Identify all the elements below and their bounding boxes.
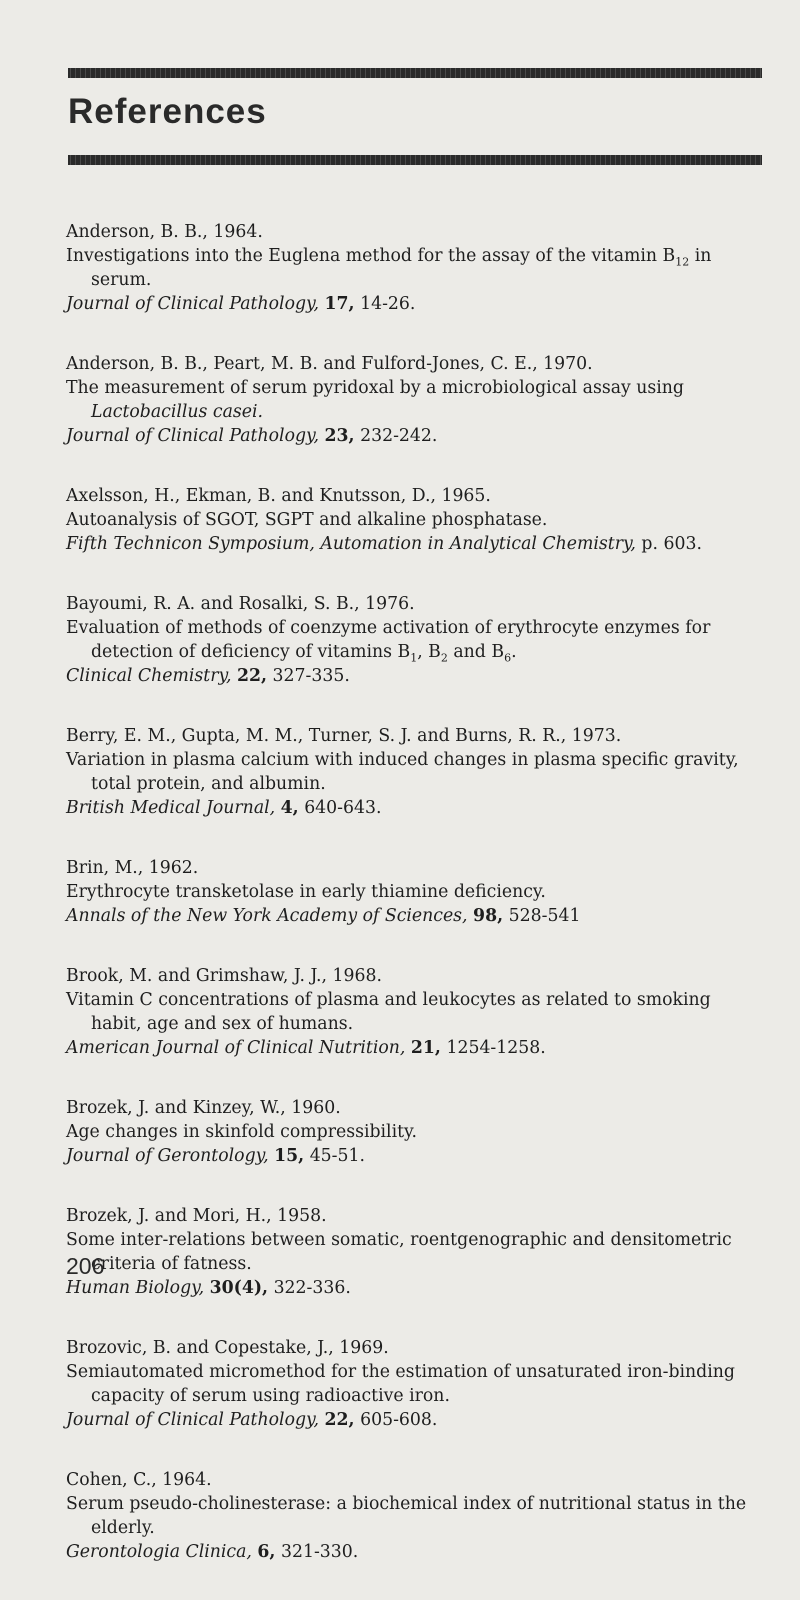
reference-volume: 98,: [473, 906, 504, 926]
reference-source: [66, 1276, 766, 1300]
reference-authors: Bayoumi, R. A. and Rosalki, S. B., 1976.: [66, 594, 415, 614]
reference-volume: 22,: [324, 1410, 355, 1430]
reference-authors: Brin, M., 1962.: [66, 858, 199, 878]
reference-journal: Journal of Gerontology,: [66, 1146, 269, 1166]
reference-pages: 640-643.: [304, 798, 382, 818]
reference-authors: Anderson, B. B., Peart, M. B. and Fulford-Jones, C. E., 1970.: [66, 354, 593, 374]
reference-pages: 605-608.: [360, 1410, 438, 1430]
reference-pages: 45-51.: [309, 1146, 365, 1166]
reference-authors: Brozek, J. and Kinzey, W., 1960.: [66, 1098, 341, 1118]
reference-authors: Brozovic, B. and Copestake, J., 1969.: [66, 1338, 389, 1358]
reference-entry: [66, 1204, 766, 1300]
reference-journal: American Journal of Clinical Nutrition,: [66, 1038, 406, 1058]
reference-title: Autoanalysis of SGOT, SGPT and alkaline phosphatase.: [66, 510, 548, 530]
reference-title: Serum pseudo-cholinesterase: a biochemical index of nutritional status in the elderly.: [66, 1494, 747, 1538]
top-decorative-rule: [68, 68, 762, 78]
reference-pages: 232-242.: [360, 426, 438, 446]
reference-source: [66, 796, 766, 820]
reference-entry: [66, 724, 766, 820]
reference-journal: Journal of Clinical Pathology,: [66, 294, 319, 314]
reference-journal: Clinical Chemistry,: [66, 666, 232, 686]
reference-authors: Brook, M. and Grimshaw, J. J., 1968.: [66, 966, 383, 986]
reference-journal: Journal of Clinical Pathology,: [66, 426, 319, 446]
page-number: 206: [66, 1253, 105, 1279]
reference-source: [66, 1408, 766, 1432]
reference-authors: Anderson, B. B., 1964.: [66, 222, 263, 242]
reference-title: Variation in plasma calcium with induced changes in plasma specific gravity, total protein, and albumin.: [66, 750, 739, 794]
reference-entry: [66, 484, 766, 556]
reference-title: The measurement of serum pyridoxal by a microbiological assay using Lactobacillus casei.: [66, 378, 684, 422]
reference-title: Some inter-relations between somatic, roentgenographic and densitometric criteria of fatness.: [66, 1230, 732, 1274]
reference-journal: Journal of Clinical Pathology,: [66, 1410, 319, 1430]
reference-title: Erythrocyte transketolase in early thiamine deficiency.: [66, 882, 546, 902]
reference-volume: 15,: [274, 1146, 305, 1166]
reference-journal: Fifth Technicon Symposium, Automation in Analytical Chemistry,: [66, 534, 636, 554]
reference-source: [66, 1540, 766, 1564]
reference-pages: p. 603.: [641, 534, 702, 554]
reference-volume: 30(4),: [209, 1278, 269, 1298]
reference-authors: Brozek, J. and Mori, H., 1958.: [66, 1206, 327, 1226]
reference-authors: Cohen, C., 1964.: [66, 1470, 212, 1490]
reference-entry: [66, 964, 766, 1060]
reference-entry: [66, 1468, 766, 1564]
reference-pages: 327-335.: [272, 666, 350, 686]
reference-authors: Axelsson, H., Ekman, B. and Knutsson, D., 1965.: [66, 486, 491, 506]
reference-entry: [66, 220, 766, 316]
reference-title: Investigations into the Euglena method for the assay of the vitamin $B_{12}$ in serum.: [66, 246, 712, 290]
reference-journal: Gerontologia Clinica,: [66, 1542, 252, 1562]
reference-pages: 14-26.: [360, 294, 416, 314]
reference-entry: [66, 1336, 766, 1432]
reference-volume: 17,: [324, 294, 355, 314]
reference-source: [66, 1144, 766, 1168]
reference-source: [66, 424, 766, 448]
reference-volume: 4,: [280, 798, 299, 818]
reference-journal: British Medical Journal,: [66, 798, 276, 818]
bottom-decorative-rule: [68, 155, 762, 165]
reference-authors: Berry, E. M., Gupta, M. M., Turner, S. J. and Burns, R. R., 1973.: [66, 726, 622, 746]
reference-title: Age changes in skinfold compressibility.: [66, 1122, 418, 1142]
reference-list: [66, 220, 766, 1600]
reference-entry: [66, 856, 766, 928]
reference-source: [66, 664, 766, 688]
reference-title: Evaluation of methods of coenzyme activation of erythrocyte enzymes for detection of deficiency of vitamins $B_1$, $B_2$ and $B_6$.: [66, 618, 711, 665]
reference-source: [66, 904, 766, 928]
reference-entry: [66, 592, 766, 688]
reference-entry: [66, 352, 766, 448]
reference-title: Vitamin C concentrations of plasma and leukocytes as related to smoking habit, age and sex of humans.: [66, 990, 711, 1034]
reference-journal: Annals of the New York Academy of Sciences,: [66, 906, 468, 926]
reference-volume: 21,: [410, 1038, 441, 1058]
reference-volume: 23,: [324, 426, 355, 446]
reference-volume: 6,: [257, 1542, 276, 1562]
reference-volume: 22,: [236, 666, 268, 686]
reference-pages: 322-336.: [273, 1278, 351, 1298]
reference-pages: 321-330.: [280, 1542, 359, 1562]
reference-journal: Human Biology,: [66, 1278, 205, 1298]
page-title: References: [68, 92, 267, 131]
reference-pages: 528-541: [508, 906, 581, 926]
reference-entry: [66, 1096, 766, 1168]
reference-source: [66, 1036, 766, 1060]
reference-source: [66, 532, 766, 556]
reference-title: Semiautomated micromethod for the estimation of unsaturated iron-binding capacity of serum using radioactive iron.: [66, 1362, 735, 1406]
reference-source: [66, 292, 766, 316]
reference-pages: 1254-1258.: [446, 1038, 546, 1058]
